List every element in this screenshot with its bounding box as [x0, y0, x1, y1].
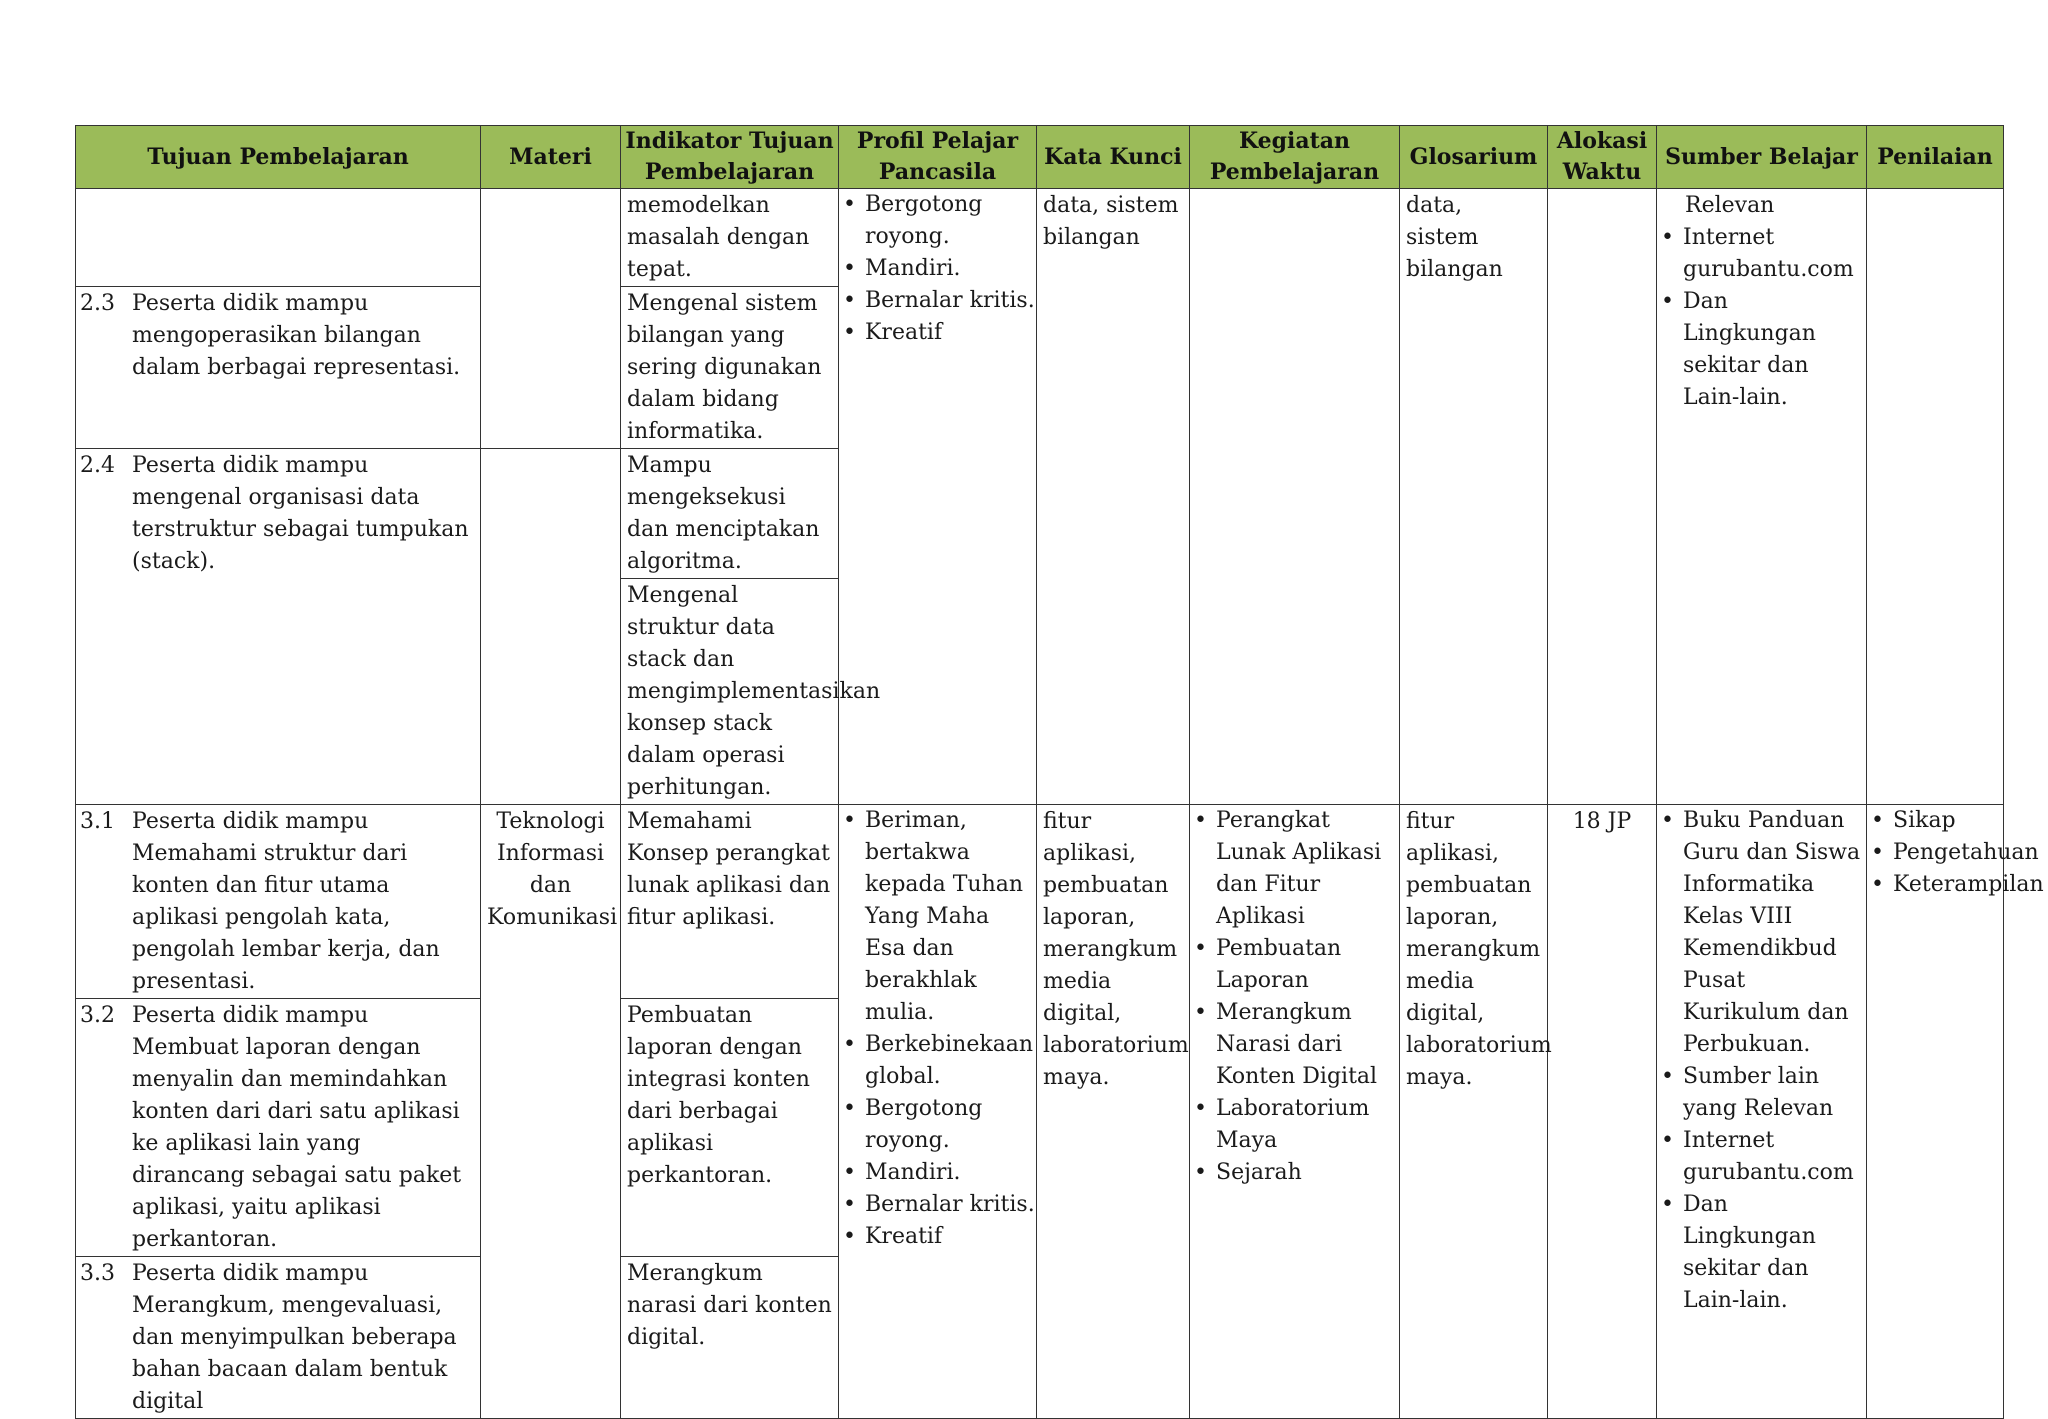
- materi-cell: [481, 449, 621, 805]
- list-item: • Dan Lingkungan sekitar dan Lain-lain.: [1683, 1189, 1866, 1317]
- header-row: [76, 126, 2004, 189]
- materi-cell: Teknologi Informasi dan Komunikasi: [481, 805, 621, 1419]
- list-item: • Dan Lingkungan sekitar dan Lain-lain.: [1683, 286, 1866, 414]
- list-item: • Merangkum Narasi dari Konten Digital: [1216, 997, 1399, 1093]
- glosarium-cell: fitur aplikasi, pembuatan laporan, merangkum media digital, laboratorium maya.: [1400, 805, 1548, 1419]
- list-item: • Perangkat Lunak Aplikasi dan Fitur Aplikasi: [1216, 805, 1399, 933]
- profil-cell: [839, 189, 1037, 805]
- kegiatan-cell: [1190, 189, 1400, 805]
- header-profil-pelajar: Profil Pelajar Pancasila: [839, 126, 1037, 189]
- list-item: • Internet gurubantu.com: [1683, 222, 1866, 286]
- list-item: • Pengetahuan: [1893, 837, 2003, 869]
- sumber-list: [1657, 222, 1866, 414]
- tp-cell: [76, 449, 481, 805]
- list-item: • Pembuatan Laporan: [1216, 933, 1399, 997]
- sumber-cell: [1657, 805, 1867, 1419]
- list-item: • Internet gurubantu.com: [1683, 1125, 1866, 1189]
- list-item: • Bernalar kritis.: [865, 1189, 1036, 1221]
- materi-cell: [481, 189, 621, 449]
- tp-cell: [76, 1257, 481, 1419]
- header-tujuan-pembelajaran: Tujuan Pembelajaran: [76, 126, 481, 189]
- alokasi-cell: [1548, 189, 1657, 805]
- list-item: • Bergotong royong.: [865, 1093, 1036, 1157]
- tp-number: 3.1: [80, 809, 115, 834]
- indikator-cell: Mengenal sistem bilangan yang sering digunakan dalam bidang informatika.: [621, 287, 839, 449]
- list-item: • Buku Panduan Guru dan Siswa Informatika Kelas VIII Kemendikbud Pusat Kurikulum dan Perbukuan.: [1683, 805, 1866, 1061]
- indikator-cell: Mampu mengeksekusi dan menciptakan algoritma. Mengenal struktur data stack dan mengimplementasikan konsep stack dalam operasi perhitungan.: [621, 449, 839, 805]
- kata-kunci-cell: data, sistem bilangan: [1037, 189, 1190, 805]
- header-alokasi-waktu: Alokasi Waktu: [1548, 126, 1657, 189]
- tp-text: Peserta didik mampu Merangkum, mengevaluasi, dan menyimpulkan beberapa bahan bacaan dalam bentuk digital: [132, 1261, 457, 1414]
- penilaian-list: [1867, 805, 2044, 901]
- indikator-cell: Pembuatan laporan dengan integrasi konten dari berbagai aplikasi perkantoran.: [621, 999, 839, 1257]
- tp-cell: [76, 805, 481, 999]
- tp-number: 3.2: [80, 1003, 115, 1028]
- tp-text: Peserta didik mampu mengoperasikan bilangan dalam berbagai representasi.: [132, 291, 461, 380]
- header-penilaian: Penilaian: [1867, 126, 2004, 189]
- list-item: • Sejarah: [1216, 1157, 1399, 1189]
- profil-list: [839, 189, 1036, 349]
- list-item: • Mandiri.: [865, 253, 1036, 285]
- header-kegiatan: Kegiatan Pembelajaran: [1190, 126, 1400, 189]
- header-indikator: Indikator Tujuan Pembelajaran: [621, 126, 839, 189]
- sumber-cell: [1657, 189, 1867, 805]
- kegiatan-cell: [1190, 805, 1400, 1419]
- tp-cell: [76, 999, 481, 1257]
- list-item: • Bergotong royong.: [865, 189, 1036, 253]
- header-sumber-belajar: Sumber Belajar: [1657, 126, 1867, 189]
- header-glosarium: Glosarium: [1400, 126, 1548, 189]
- profil-cell: [839, 805, 1037, 1419]
- sumber-list: [1657, 805, 1866, 1317]
- list-item: • Kreatif: [865, 1221, 1036, 1253]
- tp-cell: [76, 287, 481, 449]
- profil-list: [839, 805, 1036, 1253]
- list-item: • Bernalar kritis.: [865, 285, 1036, 317]
- tp-text: Peserta didik mampu Membuat laporan dengan menyalin dan memindahkan konten dari dari satu aplikasi ke aplikasi lain yang dirancang sebagai satu paket aplikasi, yaitu aplikasi perkantoran.: [132, 1003, 462, 1252]
- indikator-cell: memodelkan masalah dengan tepat.: [621, 189, 839, 287]
- glosarium-cell: data, sistem bilangan: [1400, 189, 1548, 805]
- tp-cell: [76, 189, 481, 287]
- tp-number: 3.3: [80, 1261, 115, 1286]
- list-item: • Laboratorium Maya: [1216, 1093, 1399, 1157]
- penilaian-cell: [1867, 805, 2044, 1419]
- list-item: • Keterampilan: [1893, 869, 2003, 901]
- list-item: • Kreatif: [865, 317, 1036, 349]
- table-row: [76, 805, 2004, 999]
- list-item: • Beriman, bertakwa kepada Tuhan Yang Maha Esa dan berakhlak mulia.: [865, 805, 1036, 1029]
- header-materi: Materi: [481, 126, 621, 189]
- alokasi-cell: 18 JP: [1548, 805, 1657, 1419]
- table-row: [76, 189, 2004, 287]
- list-item: • Mandiri.: [865, 1157, 1036, 1189]
- sumber-continuation: Relevan: [1685, 193, 1775, 218]
- kata-kunci-cell: fitur aplikasi, pembuatan laporan, merangkum media digital, laboratorium maya.: [1037, 805, 1190, 1419]
- tp-text: Peserta didik mampu mengenal organisasi data terstruktur sebagai tumpukan (stack).: [132, 453, 469, 574]
- header-kata-kunci: Kata Kunci: [1037, 126, 1190, 189]
- list-item: • Sumber lain yang Relevan: [1683, 1061, 1866, 1125]
- tp-text: Peserta didik mampu Memahami struktur dari konten dan fitur utama aplikasi pengolah kata, pengolah lembar kerja, dan presentasi.: [132, 809, 440, 994]
- indikator-cell: Merangkum narasi dari konten digital.: [621, 1257, 839, 1419]
- indikator-cell: Memahami Konsep perangkat lunak aplikasi dan fitur aplikasi.: [621, 805, 839, 999]
- kegiatan-list: [1190, 805, 1399, 1189]
- curriculum-table: [75, 125, 2044, 1419]
- tp-number: 2.3: [80, 291, 115, 316]
- penilaian-cell: [1867, 189, 2004, 805]
- tp-number: 2.4: [80, 453, 115, 478]
- list-item: • Sikap: [1893, 805, 2003, 837]
- list-item: • Berkebinekaan global.: [865, 1029, 1036, 1093]
